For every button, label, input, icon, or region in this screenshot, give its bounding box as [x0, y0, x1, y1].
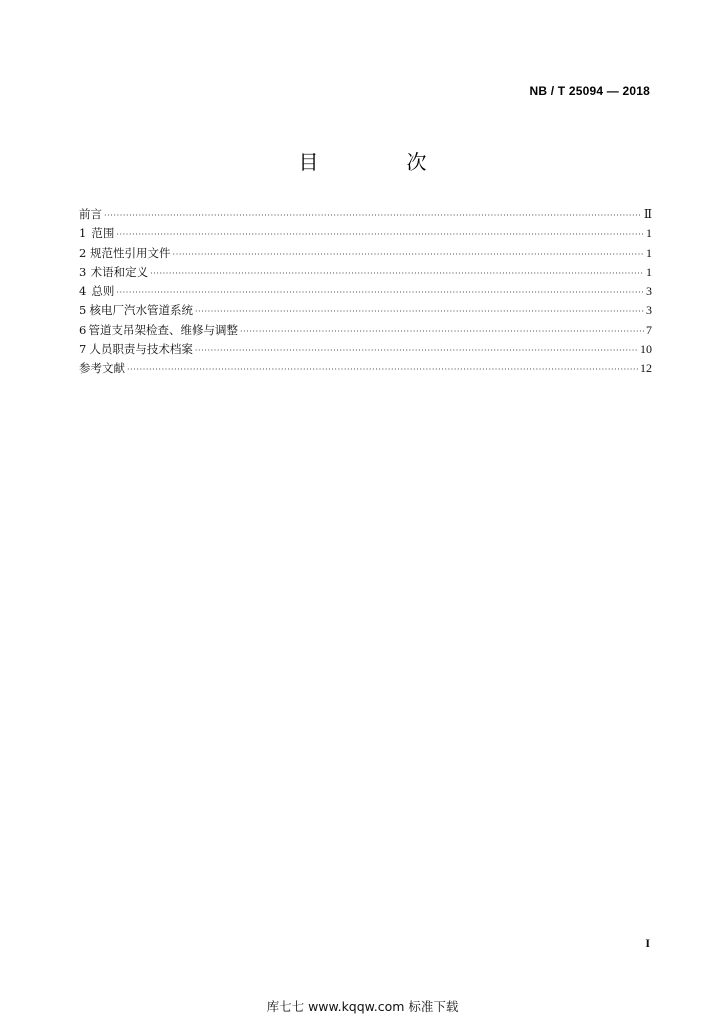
- toc-entry-foreword[interactable]: [79, 206, 652, 225]
- toc-entry-label: 前言: [79, 207, 102, 221]
- toc-entry-number: 6: [79, 322, 87, 337]
- toc-entry-label: 参考文献: [79, 361, 125, 376]
- toc-entry-normative-references[interactable]: [79, 245, 652, 264]
- toc-entry-label: 总则: [91, 284, 115, 299]
- toc-entry-label: 人员职责与技术档案: [89, 342, 193, 357]
- page-title: 目 次: [298, 150, 461, 174]
- toc-entry-label: 管道支吊架检查、维修与调整: [88, 322, 238, 337]
- dot-leader: [173, 251, 644, 259]
- toc-entry-page: 10: [640, 342, 652, 357]
- toc-entry-number: 4: [79, 284, 87, 299]
- dot-leader: [116, 231, 644, 239]
- toc-entry-label: 术语和定义: [90, 264, 149, 279]
- toc-entry-number: 1: [79, 226, 87, 241]
- toc-entry-label: 规范性引用文件: [90, 245, 171, 260]
- toc-entry-page: 1: [646, 245, 652, 260]
- toc-entry-piping-system[interactable]: [79, 302, 652, 321]
- toc-entry-support-inspection[interactable]: [79, 322, 652, 341]
- toc-entry-personnel-archives[interactable]: [79, 341, 652, 360]
- toc-entry-page: 3: [646, 284, 652, 299]
- dot-leader: [240, 328, 644, 336]
- dot-leader: [116, 289, 644, 297]
- toc-entry-page: 1: [646, 226, 652, 241]
- toc-entry-number: 3: [79, 264, 87, 279]
- dot-leader: [195, 347, 638, 355]
- toc-entry-page: Ⅱ: [643, 207, 652, 221]
- toc-entry-page: 12: [640, 361, 652, 376]
- toc-entry-general[interactable]: [79, 283, 652, 302]
- table-of-contents: [79, 206, 652, 380]
- toc-entry-number: 2: [79, 245, 87, 260]
- toc-entry-label: 核电厂汽水管道系统: [89, 303, 194, 318]
- dot-leader: [104, 212, 642, 220]
- toc-entry-page: 1: [646, 264, 652, 279]
- toc-entry-number: 7: [79, 342, 87, 357]
- standard-number: NB / T 25094 — 2018: [529, 84, 650, 98]
- dot-leader: [195, 308, 644, 316]
- page-number: I: [645, 936, 650, 950]
- toc-entry-bibliography[interactable]: [79, 360, 652, 379]
- toc-entry-label: 范围: [91, 226, 115, 241]
- watermark-footer: 库七七 www.kqqw.com 标准下载: [266, 999, 459, 1014]
- toc-entry-page: 3: [646, 303, 652, 318]
- toc-entry-scope[interactable]: [79, 225, 652, 244]
- toc-entry-page: 7: [646, 322, 652, 337]
- dot-leader: [150, 270, 644, 278]
- dot-leader: [127, 366, 638, 374]
- toc-entry-terms-definitions[interactable]: [79, 264, 652, 283]
- toc-entry-number: 5: [79, 303, 87, 318]
